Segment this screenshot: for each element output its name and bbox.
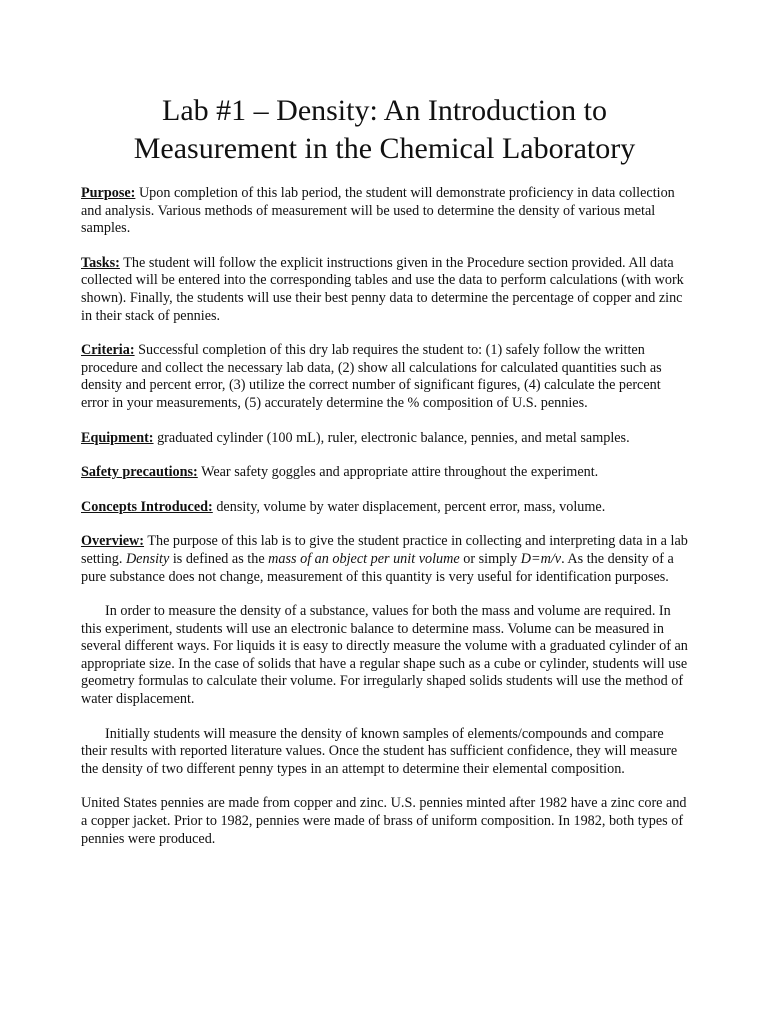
initial-paragraph: Initially students will measure the density of known samples of elements/compounds and compare their results with reported literature values. Once the student has sufficient confidence, they will measure the density of two different penny types in an attempt to determine their elemental composition. xyxy=(81,725,678,777)
equipment-label: Equipment: xyxy=(81,429,154,446)
tasks-section xyxy=(81,255,688,325)
safety-label: Safety precautions: xyxy=(81,464,198,481)
concepts-text: density, volume by water displacement, percent error, mass, volume. xyxy=(212,498,606,515)
equipment-text: graduated cylinder (100 mL), ruler, electronic balance, pennies, and metal samples. xyxy=(153,429,630,446)
concepts-label: Concepts Introduced: xyxy=(81,498,213,515)
tasks-label: Tasks: xyxy=(81,254,120,271)
equipment-section xyxy=(81,430,688,448)
overview-text-d: . As the density of a pure substance does not change, measurement of this quantity is very useful for identification purposes. xyxy=(81,550,674,585)
criteria-label: Criteria: xyxy=(81,342,135,359)
overview-text-a: The purpose of this lab is to give the student practice in collecting and interpreting data in a lab setting. xyxy=(81,533,688,567)
safety-section xyxy=(81,464,688,482)
overview-label: Overview: xyxy=(81,533,145,550)
overview-text-b: is defined as the xyxy=(169,550,269,567)
tasks-text: The student will follow the explicit instructions given in the Procedure section provided. All data collected will be entered into the corresponding tables and use the data to perform calculations (with work shown). Finally, the students will use their best penny data to determine the percentage of copper and zinc in their stack of pennies. xyxy=(81,254,684,324)
page-title xyxy=(81,92,688,168)
criteria-text: Successful completion of this dry lab requires the student to: (1) safely follow the written procedure and collect the necessary lab data, (2) show all calculations for calculated quantities such as density and percent error, (3) utilize the correct number of significant figures, (4) calculate the percent error in your measurements, (5) accurately determine the % composition of U.S. pennies. xyxy=(81,342,662,411)
measurement-paragraph: In order to measure the density of a substance, values for both the mass and volume are required. In this experiment, students will use an electronic balance to determine mass. Volume can be measured in several different ways. For liquids it is easy to directly measure the volume with a graduated cylinder of an appropriate size. In the case of solids that have a regular shape such as a cube or cylinder, students will use geometry formulas to calculate their volume. For irregularly shaped solids students will use the method of water displacement. xyxy=(81,603,688,708)
criteria-section xyxy=(81,342,688,412)
purpose-label: Purpose: xyxy=(81,185,136,201)
title-line-1: Lab #1 – Density: An Introduction to xyxy=(162,94,607,127)
concepts-section xyxy=(81,499,688,517)
purpose-section xyxy=(81,185,688,238)
title-line-2: Measurement in the Chemical Laboratory xyxy=(133,132,636,165)
overview-text-c: or simply xyxy=(459,550,521,567)
overview-section xyxy=(81,533,688,586)
pennies-paragraph: United States pennies are made from copper and zinc. U.S. pennies minted after 1982 have a zinc core and a copper jacket. Prior to 1982, pennies were made of brass of uniform composition. In 1982, both types of pennies were produced. xyxy=(81,795,687,847)
safety-text: Wear safety goggles and appropriate attire throughout the experiment. xyxy=(197,464,599,481)
overview-density-word: Density xyxy=(125,550,170,567)
purpose-text: Upon completion of this lab period, the student will demonstrate proficiency in data collection and analysis. Various methods of measurement will be used to determine the density of various metal samples. xyxy=(81,185,675,237)
overview-formula: D=m/v xyxy=(520,550,562,567)
overview-definition: mass of an object per unit volume xyxy=(268,550,460,567)
